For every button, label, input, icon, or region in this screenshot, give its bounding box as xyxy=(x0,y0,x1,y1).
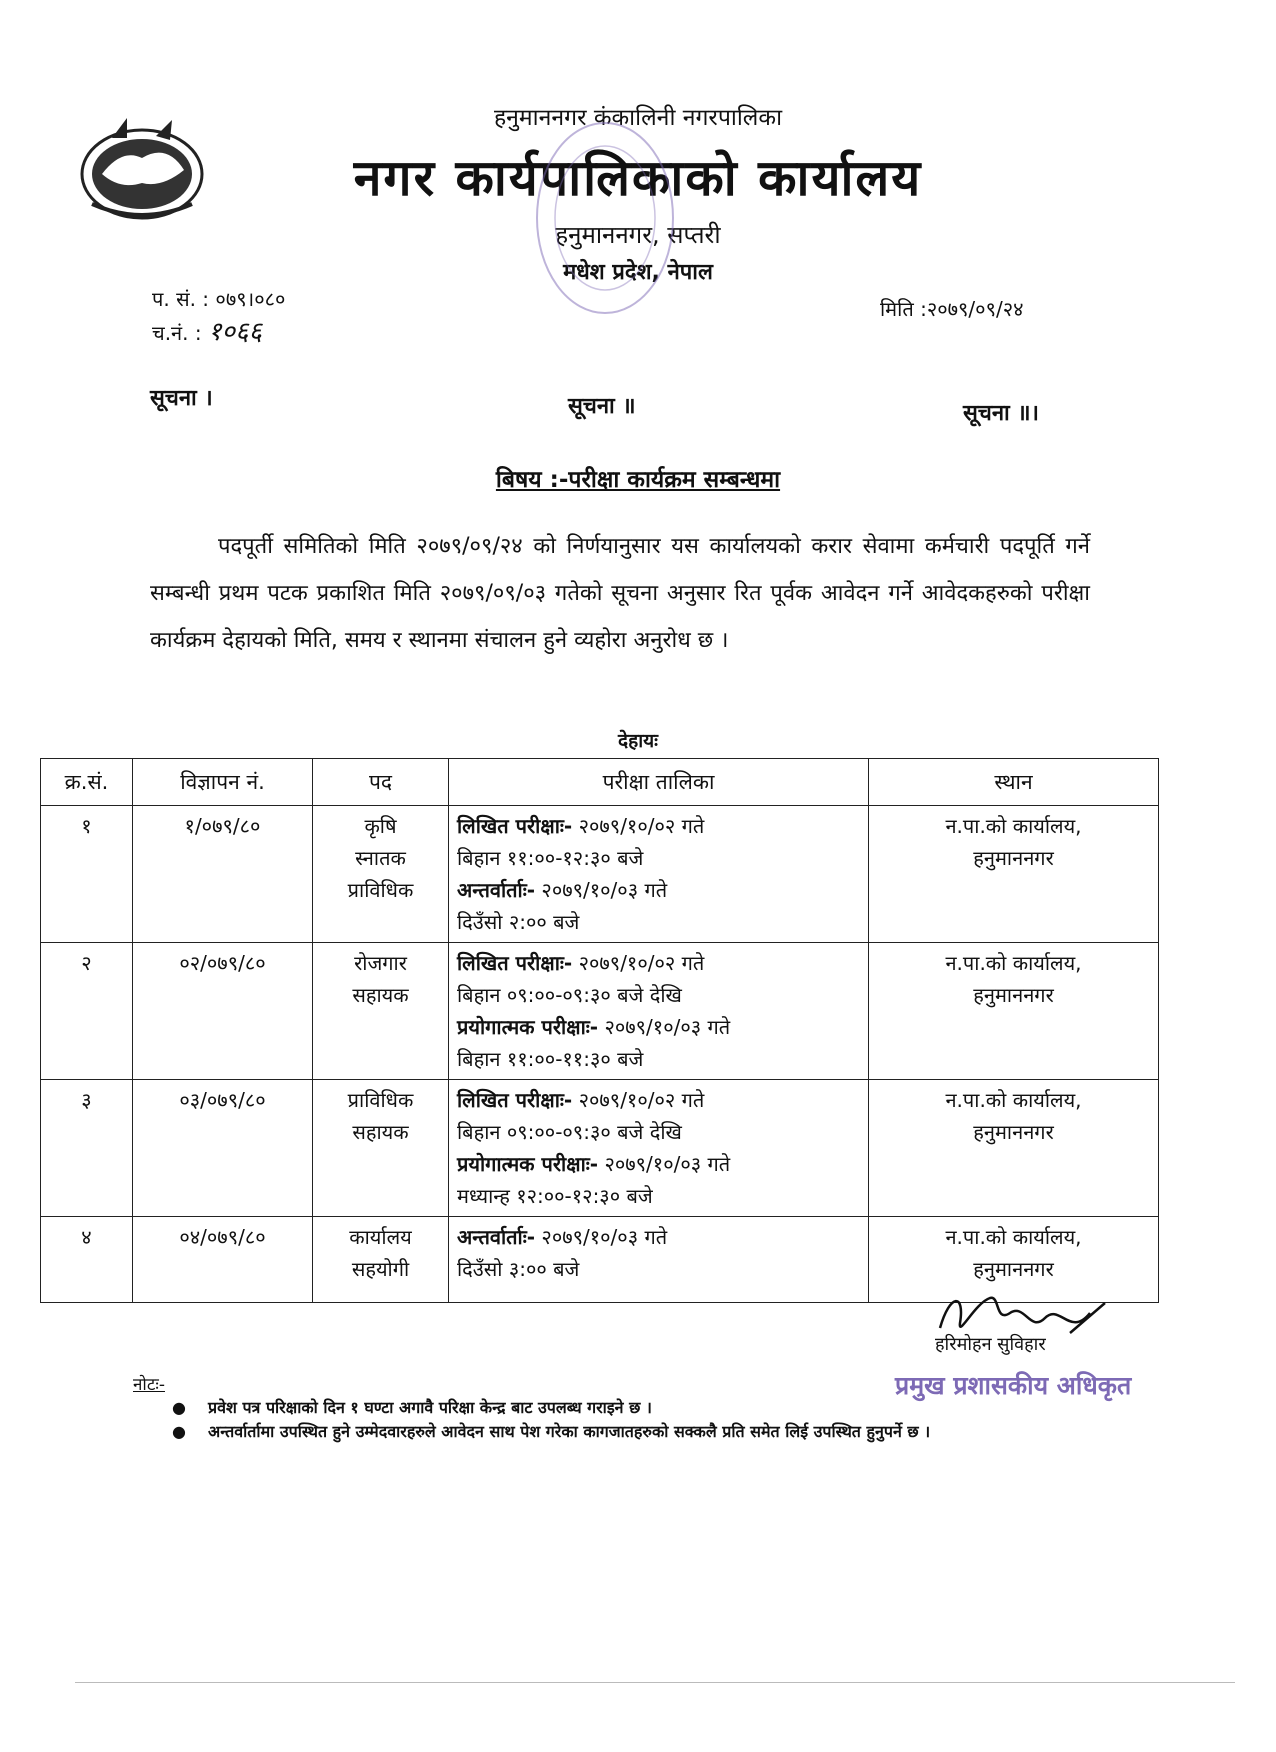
table-header-row xyxy=(41,759,1159,806)
cell-venue: न.पा.को कार्यालय, हनुमाननगर xyxy=(869,1217,1159,1303)
cell-post: रोजगार सहायक xyxy=(313,943,449,1080)
document-date: मिति :२०७९/०९/२४ xyxy=(880,297,1024,321)
cell-venue: न.पा.को कार्यालय, हनुमाननगर xyxy=(869,806,1159,943)
office-title: नगर कार्यपालिकाको कार्यालय xyxy=(353,149,923,207)
table-caption: देहायः xyxy=(618,730,658,752)
cell-sn: २ xyxy=(41,943,133,1080)
bullet-icon: ● xyxy=(172,1398,186,1417)
office-address-line2: मधेश प्रदेश, नेपाल xyxy=(563,260,713,285)
cell-ad-no: १/०७९/८० xyxy=(133,806,313,943)
header-schedule: परीक्षा तालिका xyxy=(449,759,869,806)
cell-post: प्राविधिक सहायक xyxy=(313,1080,449,1217)
notice-heading-2: सूचना ॥ xyxy=(568,394,636,419)
body-paragraph: पदपूर्ती समितिको मिति २०७९/०९/२४ को निर्णयानुसार यस कार्यालयको करार सेवामा कर्मचारी पदपूर्ति गर्ने सम्बन्धी प्रथम पटक प्रकाशित मिति २०७९/०९/०३ गतेको सूचना अनुसार रित पूर्वक आवेदन गर्ने आवेदकहरुको परीक्षा कार्यक्रम देहायको मिति, समय र स्थानमा संचालन हुने व्यहोरा अनुरोध छ । xyxy=(150,534,1090,653)
notice-heading-3: सूचना ॥। xyxy=(963,401,1039,426)
notes-heading: नोटः- xyxy=(133,1375,165,1395)
cell-post: कृषि स्नातक प्राविधिक xyxy=(313,806,449,943)
cell-post: कार्यालय सहयोगी xyxy=(313,1217,449,1303)
table-row xyxy=(41,806,1159,943)
dispatch-number: च.नं. : १०६६ xyxy=(152,317,263,347)
cell-schedule: लिखित परीक्षाः- २०७९/१०/०२ गते बिहान ०९:००-०९:३० बजे देखि प्रयोगात्मक परीक्षाः- २०७९/१०/०३ गते बिहान ११:००-११:३० बजे xyxy=(449,943,869,1080)
cell-schedule: लिखित परीक्षाः- २०७९/१०/०२ गते बिहान ०९:००-०९:३० बजे देखि प्रयोगात्मक परीक्षाः- २०७९/१०/०३ गते मध्यान्ह १२:००-१२:३० बजे xyxy=(449,1080,869,1217)
list-item: ● प्रवेश पत्र परिक्षाको दिन १ घण्टा अगावै परिक्षा केन्द्र बाट उपलब्ध गराइने छ । xyxy=(172,1398,652,1417)
municipality-name: हनुमाननगर कंकालिनी नगरपालिका xyxy=(493,105,783,131)
signer-title-stamp: प्रमुख प्रशासकीय अधिकृत xyxy=(895,1371,1132,1400)
cell-sn: ४ xyxy=(41,1217,133,1303)
table-row xyxy=(41,943,1159,1080)
table-row xyxy=(41,1080,1159,1217)
exam-schedule-table xyxy=(40,758,1159,1303)
header-sn: क्र.सं. xyxy=(41,759,133,806)
cell-schedule: अन्तर्वार्ताः- २०७९/१०/०३ गते दिउँसो ३:०० बजे xyxy=(449,1217,869,1303)
header-ad-no: विज्ञापन नं. xyxy=(133,759,313,806)
cell-ad-no: ०३/०७९/८० xyxy=(133,1080,313,1217)
header-post: पद xyxy=(313,759,449,806)
cell-sn: १ xyxy=(41,806,133,943)
signer-name: हरिमोहन सुविहार xyxy=(935,1334,1046,1355)
cell-ad-no: ०२/०७९/८० xyxy=(133,943,313,1080)
notes-list xyxy=(172,1398,1072,1446)
header-venue: स्थान xyxy=(869,759,1159,806)
bullet-icon: ● xyxy=(172,1422,186,1441)
cell-venue: न.पा.को कार्यालय, हनुमाननगर xyxy=(869,943,1159,1080)
office-address-line1: हनुमाननगर, सप्तरी xyxy=(555,221,721,249)
cell-schedule: लिखित परीक्षाः- २०७९/१०/०२ गते बिहान ११:००-१२:३० बजे अन्तर्वार्ताः- २०७९/१०/०३ गते दिउँसो २:०० बजे xyxy=(449,806,869,943)
subject-line: बिषय :-परीक्षा कार्यक्रम सम्बन्धमा xyxy=(495,467,781,493)
notice-heading-1: सूचना । xyxy=(150,386,213,411)
reference-number: प. सं. : ०७९।०८० xyxy=(152,287,286,311)
list-item: ● अन्तर्वार्तामा उपस्थित हुने उम्मेदवारहरुले आवेदन साथ पेश गरेका कागजातहरुको सक्कलै प्रति समेत लिई उपस्थित हुनुपर्ने छ । xyxy=(172,1422,931,1441)
cell-sn: ३ xyxy=(41,1080,133,1217)
cell-ad-no: ०४/०७९/८० xyxy=(133,1217,313,1303)
office-seal-stamp xyxy=(530,108,680,318)
page-divider xyxy=(75,1682,1235,1683)
cell-venue: न.पा.को कार्यालय, हनुमाननगर xyxy=(869,1080,1159,1217)
